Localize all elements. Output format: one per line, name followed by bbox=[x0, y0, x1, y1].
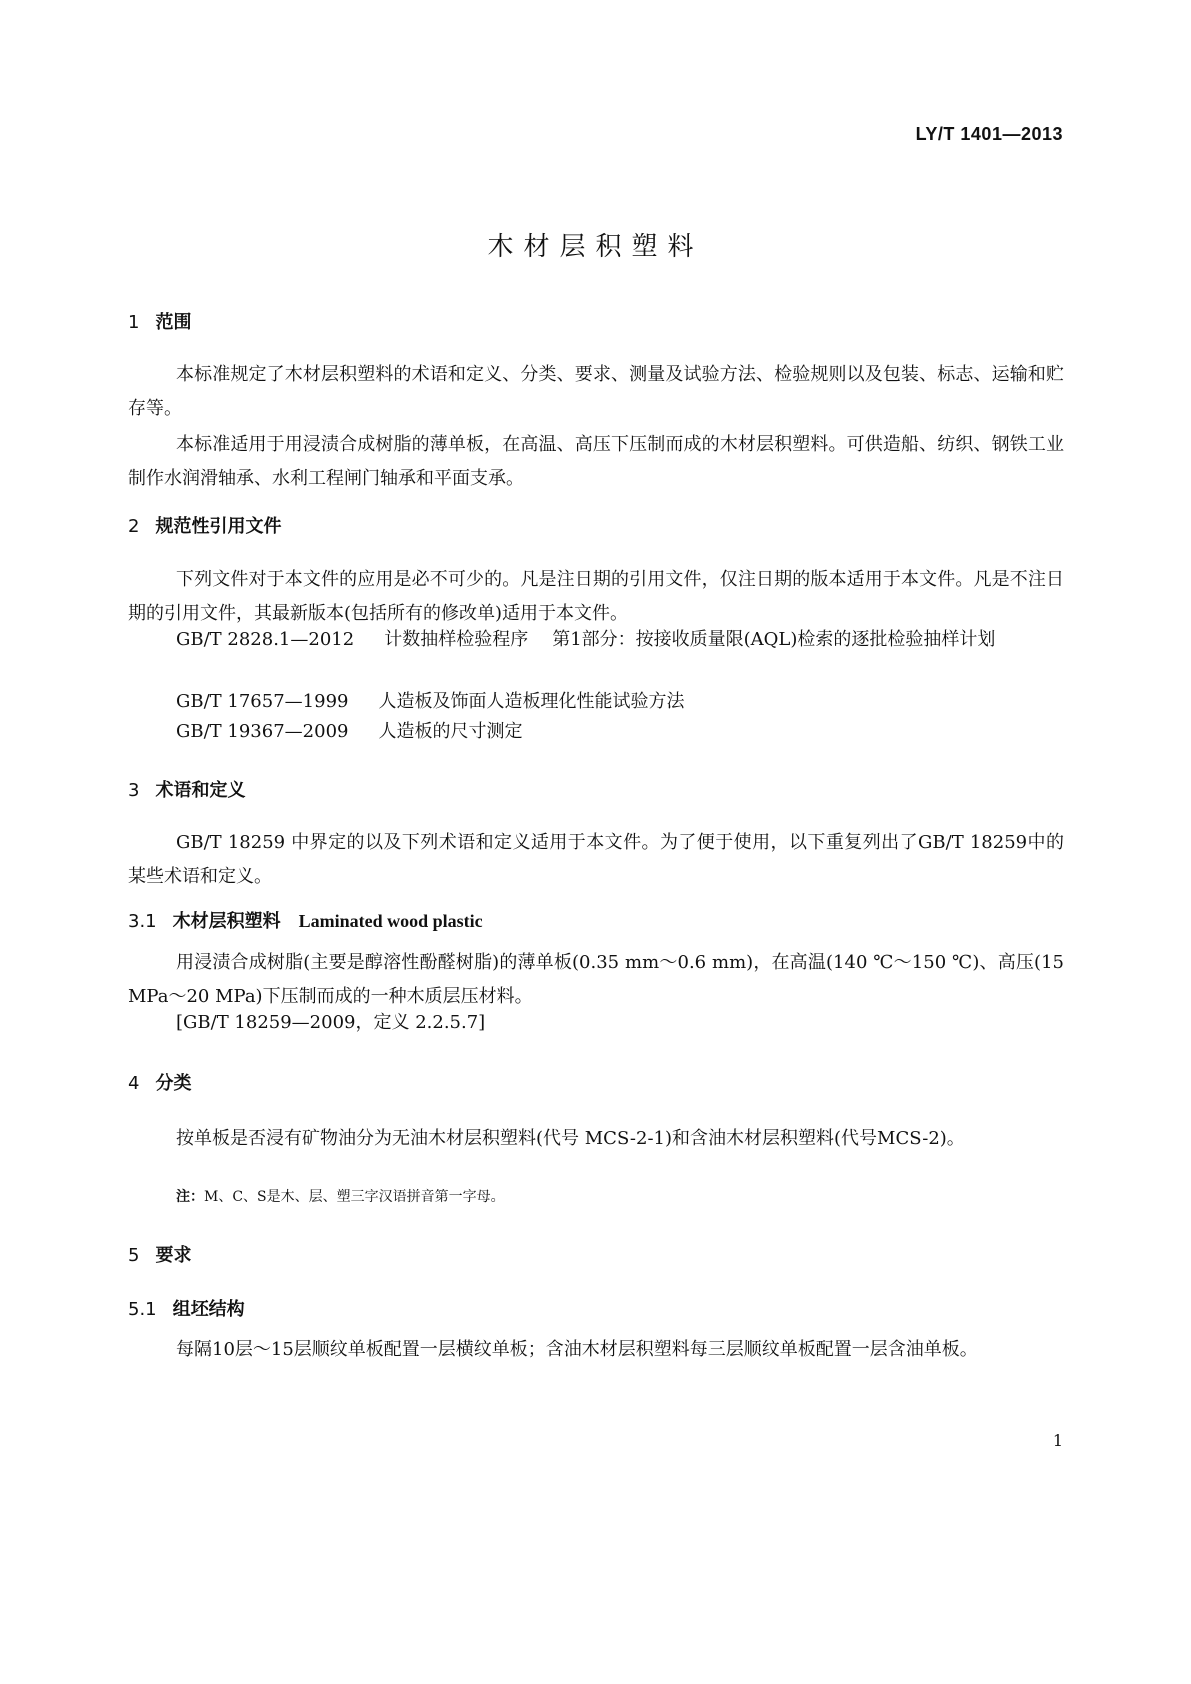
scope-paragraph-2: 本标准适用于用浸渍合成树脂的薄单板，在高温、高压下压制而成的木材层积塑料。可供造船、纺织、钢铁工业制作水润滑轴承、水利工程闸门轴承和平面支承。 bbox=[128, 434, 1064, 489]
terms-intro: GB/T 18259 中界定的以及下列术语和定义适用于本文件。为了便于使用，以下重复列出了GB/T 18259中的某些术语和定义。 bbox=[128, 832, 1064, 887]
section-title: 规范性引用文件 bbox=[155, 516, 282, 537]
scope-paragraph-1: 本标准规定了木材层积塑料的术语和定义、分类、要求、测量及试验方法、检验规则以及包装、标志、运输和贮存等。 bbox=[128, 364, 1064, 419]
section-number: 1 bbox=[128, 312, 140, 333]
section-number: 4 bbox=[128, 1073, 140, 1094]
note-text: M、C、S是木、层、塑三字汉语拼音第一字母。 bbox=[204, 1189, 505, 1205]
reference-title: 人造板的尺寸测定 bbox=[378, 721, 523, 742]
reference-code: GB/T 17657—1999 bbox=[176, 691, 349, 712]
reference-item bbox=[128, 623, 1064, 657]
reference-item bbox=[128, 715, 1064, 749]
page-number: 1 bbox=[1052, 1431, 1063, 1450]
term-number: 3.1 bbox=[128, 911, 157, 932]
section-heading-classification bbox=[128, 1069, 191, 1095]
reference-title: 计数抽样检验程序 bbox=[384, 629, 529, 650]
term-title-zh: 木材层积塑料 bbox=[172, 911, 281, 932]
standard-code: LY/T 1401—2013 bbox=[915, 124, 1063, 144]
section-title: 分类 bbox=[155, 1073, 192, 1094]
section-title: 要求 bbox=[155, 1245, 192, 1266]
reference-code: GB/T 2828.1—2012 bbox=[176, 629, 355, 650]
term-source: [GB/T 18259—2009，定义 2.2.5.7] bbox=[176, 1012, 486, 1033]
reference-title: 人造板及饰面人造板理化性能试验方法 bbox=[378, 691, 685, 712]
note-label: 注： bbox=[176, 1189, 204, 1205]
section-title: 术语和定义 bbox=[155, 780, 246, 801]
normative-refs-intro: 下列文件对于本文件的应用是必不可少的。凡是注日期的引用文件，仅注日期的版本适用于本文件。凡是不注日期的引用文件，其最新版本(包括所有的修改单)适用于本文件。 bbox=[128, 569, 1064, 624]
layup-text: 每隔10层～15层顺纹单板配置一层横纹单板；含油木材层积塑料每三层顺纹单板配置一层含油单板。 bbox=[176, 1339, 978, 1360]
section-number: 3 bbox=[128, 780, 140, 801]
reference-part: 第1部分：按接收质量限(AQL)检索的逐批检验抽样计划 bbox=[552, 629, 996, 650]
classification-note bbox=[176, 1186, 505, 1206]
section-number: 5 bbox=[128, 1245, 140, 1266]
reference-item bbox=[128, 685, 1064, 719]
classification-text: 按单板是否浸有矿物油分为无油木材层积塑料(代号 MCS-2-1)和含油木材层积塑料(代号MCS-2)。 bbox=[176, 1128, 965, 1149]
section-heading-terms bbox=[128, 776, 245, 802]
term-heading bbox=[128, 907, 483, 933]
document-title: 木材层积塑料 bbox=[487, 232, 704, 262]
subsection-title: 组坯结构 bbox=[172, 1299, 245, 1320]
reference-code: GB/T 19367—2009 bbox=[176, 721, 349, 742]
term-title-en: Laminated wood plastic bbox=[298, 911, 483, 931]
term-definition: 用浸渍合成树脂(主要是醇溶性酚醛树脂)的薄单板(0.35 mm～0.6 mm)，在高温(140 ℃～150 ℃)、高压(15 MPa～20 MPa)下压制而成的一种木质层压材料。 bbox=[128, 952, 1064, 1007]
section-title: 范围 bbox=[155, 312, 192, 333]
section-heading-normative-refs bbox=[128, 512, 281, 538]
section-heading-requirements bbox=[128, 1241, 191, 1267]
section-number: 2 bbox=[128, 516, 140, 537]
section-heading-scope bbox=[128, 308, 191, 334]
subsection-heading-layup bbox=[128, 1295, 245, 1321]
subsection-number: 5.1 bbox=[128, 1299, 157, 1320]
